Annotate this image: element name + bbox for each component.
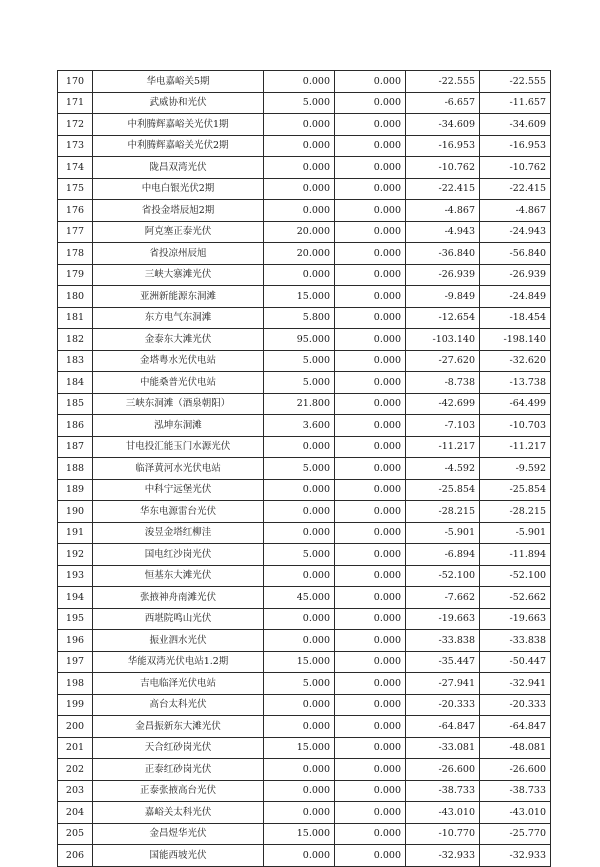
station-name-cell: 金泰东大滩光伏 (93, 329, 264, 351)
value-col-1-cell: 0.000 (264, 157, 335, 179)
station-name-cell: 华电嘉峪关5期 (93, 71, 264, 93)
table-row (58, 178, 551, 200)
station-name-cell: 张掖神舟南滩光伏 (93, 587, 264, 609)
value-col-4-cell: -56.840 (480, 243, 551, 265)
row-number-cell: 190 (58, 501, 93, 523)
value-col-4-cell: -24.943 (480, 221, 551, 243)
row-number-cell: 187 (58, 436, 93, 458)
value-col-2-cell: 0.000 (335, 307, 406, 329)
value-col-2-cell: 0.000 (335, 71, 406, 93)
value-col-3-cell: -43.010 (406, 802, 480, 824)
value-col-1-cell: 5.000 (264, 92, 335, 114)
value-col-2-cell: 0.000 (335, 759, 406, 781)
table-row (58, 114, 551, 136)
value-col-1-cell: 5.000 (264, 458, 335, 480)
row-number-cell: 200 (58, 716, 93, 738)
station-name-cell: 泓坤东洞滩 (93, 415, 264, 437)
value-col-2-cell: 0.000 (335, 415, 406, 437)
table-row (58, 71, 551, 93)
value-col-1-cell: 0.000 (264, 716, 335, 738)
value-col-1-cell: 0.000 (264, 200, 335, 222)
value-col-2-cell: 0.000 (335, 565, 406, 587)
value-col-4-cell: -52.100 (480, 565, 551, 587)
row-number-cell: 191 (58, 522, 93, 544)
value-col-4-cell: -24.849 (480, 286, 551, 308)
value-col-2-cell: 0.000 (335, 243, 406, 265)
table-row (58, 221, 551, 243)
value-col-3-cell: -9.849 (406, 286, 480, 308)
value-col-3-cell: -36.840 (406, 243, 480, 265)
value-col-3-cell: -28.215 (406, 501, 480, 523)
value-col-1-cell: 0.000 (264, 436, 335, 458)
value-col-3-cell: -4.592 (406, 458, 480, 480)
value-col-4-cell: -22.415 (480, 178, 551, 200)
value-col-1-cell: 20.000 (264, 243, 335, 265)
station-name-cell: 陇昌双湾光伏 (93, 157, 264, 179)
table-row (58, 329, 551, 351)
table-row (58, 651, 551, 673)
station-name-cell: 金昌振新东大滩光伏 (93, 716, 264, 738)
value-col-1-cell: 0.000 (264, 802, 335, 824)
value-col-3-cell: -64.847 (406, 716, 480, 738)
row-number-cell: 201 (58, 737, 93, 759)
station-name-cell: 华东电源雷台光伏 (93, 501, 264, 523)
station-name-cell: 三峡大寨滩光伏 (93, 264, 264, 286)
value-col-2-cell: 0.000 (335, 694, 406, 716)
row-number-cell: 184 (58, 372, 93, 394)
row-number-cell: 179 (58, 264, 93, 286)
value-col-1-cell: 3.600 (264, 415, 335, 437)
station-name-cell: 国能西坡光伏 (93, 845, 264, 867)
station-name-cell: 亚洲新能源东洞滩 (93, 286, 264, 308)
station-name-cell: 省投金塔辰旭2期 (93, 200, 264, 222)
value-col-1-cell: 15.000 (264, 823, 335, 845)
value-col-4-cell: -4.867 (480, 200, 551, 222)
value-col-4-cell: -33.838 (480, 630, 551, 652)
row-number-cell: 178 (58, 243, 93, 265)
station-name-cell: 浚昱金塔红柳洼 (93, 522, 264, 544)
station-name-cell: 振业泗水光伏 (93, 630, 264, 652)
station-name-cell: 金昌煜华光伏 (93, 823, 264, 845)
table-row (58, 415, 551, 437)
row-number-cell: 182 (58, 329, 93, 351)
row-number-cell: 192 (58, 544, 93, 566)
value-col-3-cell: -103.140 (406, 329, 480, 351)
table-row (58, 694, 551, 716)
value-col-3-cell: -26.600 (406, 759, 480, 781)
value-col-2-cell: 0.000 (335, 780, 406, 802)
row-number-cell: 197 (58, 651, 93, 673)
value-col-1-cell: 5.000 (264, 673, 335, 695)
station-name-cell: 三峡东洞滩（酒泉朝阳） (93, 393, 264, 415)
value-col-1-cell: 0.000 (264, 565, 335, 587)
row-number-cell: 194 (58, 587, 93, 609)
value-col-3-cell: -7.103 (406, 415, 480, 437)
station-name-cell: 吉电临泽光伏电站 (93, 673, 264, 695)
value-col-4-cell: -10.762 (480, 157, 551, 179)
row-number-cell: 173 (58, 135, 93, 157)
value-col-3-cell: -10.770 (406, 823, 480, 845)
row-number-cell: 175 (58, 178, 93, 200)
value-col-3-cell: -6.894 (406, 544, 480, 566)
value-col-4-cell: -10.703 (480, 415, 551, 437)
value-col-2-cell: 0.000 (335, 587, 406, 609)
value-col-1-cell: 0.000 (264, 501, 335, 523)
value-col-3-cell: -22.555 (406, 71, 480, 93)
value-col-2-cell: 0.000 (335, 372, 406, 394)
value-col-2-cell: 0.000 (335, 845, 406, 867)
row-number-cell: 196 (58, 630, 93, 652)
table-row (58, 350, 551, 372)
value-col-4-cell: -26.939 (480, 264, 551, 286)
value-col-4-cell: -25.770 (480, 823, 551, 845)
table-row (58, 372, 551, 394)
value-col-3-cell: -4.867 (406, 200, 480, 222)
value-col-2-cell: 0.000 (335, 737, 406, 759)
row-number-cell: 170 (58, 71, 93, 93)
value-col-2-cell: 0.000 (335, 522, 406, 544)
row-number-cell: 202 (58, 759, 93, 781)
value-col-3-cell: -32.933 (406, 845, 480, 867)
value-col-2-cell: 0.000 (335, 823, 406, 845)
value-col-4-cell: -32.933 (480, 845, 551, 867)
value-col-1-cell: 0.000 (264, 264, 335, 286)
row-number-cell: 174 (58, 157, 93, 179)
value-col-2-cell: 0.000 (335, 329, 406, 351)
value-col-2-cell: 0.000 (335, 135, 406, 157)
station-name-cell: 高台太科光伏 (93, 694, 264, 716)
value-col-4-cell: -28.215 (480, 501, 551, 523)
value-col-2-cell: 0.000 (335, 200, 406, 222)
value-col-2-cell: 0.000 (335, 393, 406, 415)
value-col-4-cell: -9.592 (480, 458, 551, 480)
value-col-4-cell: -198.140 (480, 329, 551, 351)
station-name-cell: 嘉峪关太科光伏 (93, 802, 264, 824)
value-col-1-cell: 5.000 (264, 372, 335, 394)
row-number-cell: 205 (58, 823, 93, 845)
value-col-3-cell: -16.953 (406, 135, 480, 157)
station-name-cell: 华能双湾光伏电站1.2期 (93, 651, 264, 673)
value-col-1-cell: 0.000 (264, 608, 335, 630)
value-col-3-cell: -35.447 (406, 651, 480, 673)
station-name-cell: 甘电投汇能玉门水源光伏 (93, 436, 264, 458)
table-row (58, 307, 551, 329)
value-col-3-cell: -20.333 (406, 694, 480, 716)
value-col-2-cell: 0.000 (335, 501, 406, 523)
value-col-1-cell: 15.000 (264, 737, 335, 759)
row-number-cell: 186 (58, 415, 93, 437)
value-col-4-cell: -25.854 (480, 479, 551, 501)
value-col-1-cell: 15.000 (264, 286, 335, 308)
row-number-cell: 203 (58, 780, 93, 802)
table-row (58, 436, 551, 458)
station-name-cell: 中电白银光伏2期 (93, 178, 264, 200)
station-name-cell: 临泽黄河水光伏电站 (93, 458, 264, 480)
value-col-1-cell: 15.000 (264, 651, 335, 673)
table-row (58, 716, 551, 738)
table-row (58, 587, 551, 609)
table-row (58, 264, 551, 286)
table-row (58, 544, 551, 566)
value-col-3-cell: -42.699 (406, 393, 480, 415)
value-col-3-cell: -11.217 (406, 436, 480, 458)
value-col-2-cell: 0.000 (335, 350, 406, 372)
value-col-3-cell: -33.838 (406, 630, 480, 652)
value-col-2-cell: 0.000 (335, 608, 406, 630)
value-col-4-cell: -32.620 (480, 350, 551, 372)
value-col-2-cell: 0.000 (335, 673, 406, 695)
value-col-3-cell: -33.081 (406, 737, 480, 759)
value-col-3-cell: -25.854 (406, 479, 480, 501)
value-col-2-cell: 0.000 (335, 114, 406, 136)
table-row (58, 286, 551, 308)
value-col-3-cell: -12.654 (406, 307, 480, 329)
value-col-2-cell: 0.000 (335, 221, 406, 243)
value-col-1-cell: 0.000 (264, 135, 335, 157)
station-name-cell: 正泰张掖高台光伏 (93, 780, 264, 802)
value-col-4-cell: -52.662 (480, 587, 551, 609)
table-row (58, 243, 551, 265)
value-col-1-cell: 0.000 (264, 694, 335, 716)
station-name-cell: 国电红沙岗光伏 (93, 544, 264, 566)
table-row (58, 823, 551, 845)
value-col-1-cell: 0.000 (264, 522, 335, 544)
value-col-2-cell: 0.000 (335, 458, 406, 480)
table-row (58, 479, 551, 501)
row-number-cell: 204 (58, 802, 93, 824)
value-col-4-cell: -32.941 (480, 673, 551, 695)
row-number-cell: 206 (58, 845, 93, 867)
row-number-cell: 180 (58, 286, 93, 308)
value-col-3-cell: -19.663 (406, 608, 480, 630)
value-col-2-cell: 0.000 (335, 716, 406, 738)
value-col-4-cell: -50.447 (480, 651, 551, 673)
value-col-3-cell: -38.733 (406, 780, 480, 802)
value-col-4-cell: -5.901 (480, 522, 551, 544)
value-col-1-cell: 0.000 (264, 759, 335, 781)
value-col-1-cell: 0.000 (264, 630, 335, 652)
value-col-3-cell: -27.620 (406, 350, 480, 372)
row-number-cell: 189 (58, 479, 93, 501)
value-col-2-cell: 0.000 (335, 544, 406, 566)
table-row (58, 458, 551, 480)
value-col-1-cell: 0.000 (264, 780, 335, 802)
value-col-2-cell: 0.000 (335, 651, 406, 673)
value-col-1-cell: 95.000 (264, 329, 335, 351)
value-col-2-cell: 0.000 (335, 286, 406, 308)
row-number-cell: 176 (58, 200, 93, 222)
station-name-cell: 中能桑普光伏电站 (93, 372, 264, 394)
table-row (58, 630, 551, 652)
value-col-4-cell: -11.894 (480, 544, 551, 566)
table-row (58, 608, 551, 630)
value-col-4-cell: -43.010 (480, 802, 551, 824)
value-col-4-cell: -34.609 (480, 114, 551, 136)
value-col-4-cell: -64.499 (480, 393, 551, 415)
station-name-cell: 武威协和光伏 (93, 92, 264, 114)
value-col-3-cell: -5.901 (406, 522, 480, 544)
value-col-2-cell: 0.000 (335, 436, 406, 458)
row-number-cell: 195 (58, 608, 93, 630)
station-name-cell: 西堪院鸣山光伏 (93, 608, 264, 630)
table-row (58, 393, 551, 415)
value-col-2-cell: 0.000 (335, 264, 406, 286)
value-col-3-cell: -7.662 (406, 587, 480, 609)
row-number-cell: 183 (58, 350, 93, 372)
row-number-cell: 181 (58, 307, 93, 329)
table-body (58, 71, 551, 867)
value-col-1-cell: 5.000 (264, 350, 335, 372)
value-col-4-cell: -13.738 (480, 372, 551, 394)
table-row (58, 780, 551, 802)
station-name-cell: 天合红砂岗光伏 (93, 737, 264, 759)
table-row (58, 501, 551, 523)
value-col-3-cell: -10.762 (406, 157, 480, 179)
station-name-cell: 金塔粤水光伏电站 (93, 350, 264, 372)
station-name-cell: 中科宁远堡光伏 (93, 479, 264, 501)
row-number-cell: 198 (58, 673, 93, 695)
station-name-cell: 中利腾辉嘉峪关光伏2期 (93, 135, 264, 157)
table-row (58, 802, 551, 824)
table-row (58, 200, 551, 222)
value-col-1-cell: 0.000 (264, 71, 335, 93)
value-col-3-cell: -4.943 (406, 221, 480, 243)
value-col-1-cell: 0.000 (264, 114, 335, 136)
table-row (58, 135, 551, 157)
value-col-3-cell: -26.939 (406, 264, 480, 286)
data-table (57, 70, 551, 867)
station-name-cell: 阿克塞正泰光伏 (93, 221, 264, 243)
row-number-cell: 172 (58, 114, 93, 136)
value-col-2-cell: 0.000 (335, 479, 406, 501)
value-col-1-cell: 0.000 (264, 845, 335, 867)
value-col-4-cell: -48.081 (480, 737, 551, 759)
value-col-4-cell: -22.555 (480, 71, 551, 93)
value-col-2-cell: 0.000 (335, 178, 406, 200)
table-row (58, 157, 551, 179)
value-col-3-cell: -22.415 (406, 178, 480, 200)
value-col-2-cell: 0.000 (335, 157, 406, 179)
station-name-cell: 恒基东大滩光伏 (93, 565, 264, 587)
row-number-cell: 177 (58, 221, 93, 243)
value-col-3-cell: -8.738 (406, 372, 480, 394)
row-number-cell: 199 (58, 694, 93, 716)
station-name-cell: 正泰红砂岗光伏 (93, 759, 264, 781)
value-col-4-cell: -64.847 (480, 716, 551, 738)
value-col-4-cell: -18.454 (480, 307, 551, 329)
table-row (58, 759, 551, 781)
table-row (58, 673, 551, 695)
value-col-3-cell: -27.941 (406, 673, 480, 695)
value-col-4-cell: -11.657 (480, 92, 551, 114)
value-col-4-cell: -38.733 (480, 780, 551, 802)
row-number-cell: 185 (58, 393, 93, 415)
station-name-cell: 省投凉州辰旭 (93, 243, 264, 265)
table-row (58, 92, 551, 114)
row-number-cell: 188 (58, 458, 93, 480)
value-col-2-cell: 0.000 (335, 802, 406, 824)
value-col-1-cell: 45.000 (264, 587, 335, 609)
table-row (58, 565, 551, 587)
table-row (58, 737, 551, 759)
value-col-4-cell: -26.600 (480, 759, 551, 781)
value-col-2-cell: 0.000 (335, 630, 406, 652)
value-col-4-cell: -16.953 (480, 135, 551, 157)
value-col-4-cell: -20.333 (480, 694, 551, 716)
row-number-cell: 171 (58, 92, 93, 114)
value-col-1-cell: 20.000 (264, 221, 335, 243)
value-col-1-cell: 0.000 (264, 178, 335, 200)
value-col-2-cell: 0.000 (335, 92, 406, 114)
value-col-1-cell: 5.000 (264, 544, 335, 566)
value-col-1-cell: 5.800 (264, 307, 335, 329)
value-col-4-cell: -19.663 (480, 608, 551, 630)
value-col-1-cell: 21.800 (264, 393, 335, 415)
value-col-3-cell: -52.100 (406, 565, 480, 587)
value-col-1-cell: 0.000 (264, 479, 335, 501)
table-row (58, 522, 551, 544)
station-name-cell: 东方电气东洞滩 (93, 307, 264, 329)
value-col-3-cell: -6.657 (406, 92, 480, 114)
row-number-cell: 193 (58, 565, 93, 587)
value-col-4-cell: -11.217 (480, 436, 551, 458)
station-name-cell: 中利腾辉嘉峪关光伏1期 (93, 114, 264, 136)
value-col-3-cell: -34.609 (406, 114, 480, 136)
